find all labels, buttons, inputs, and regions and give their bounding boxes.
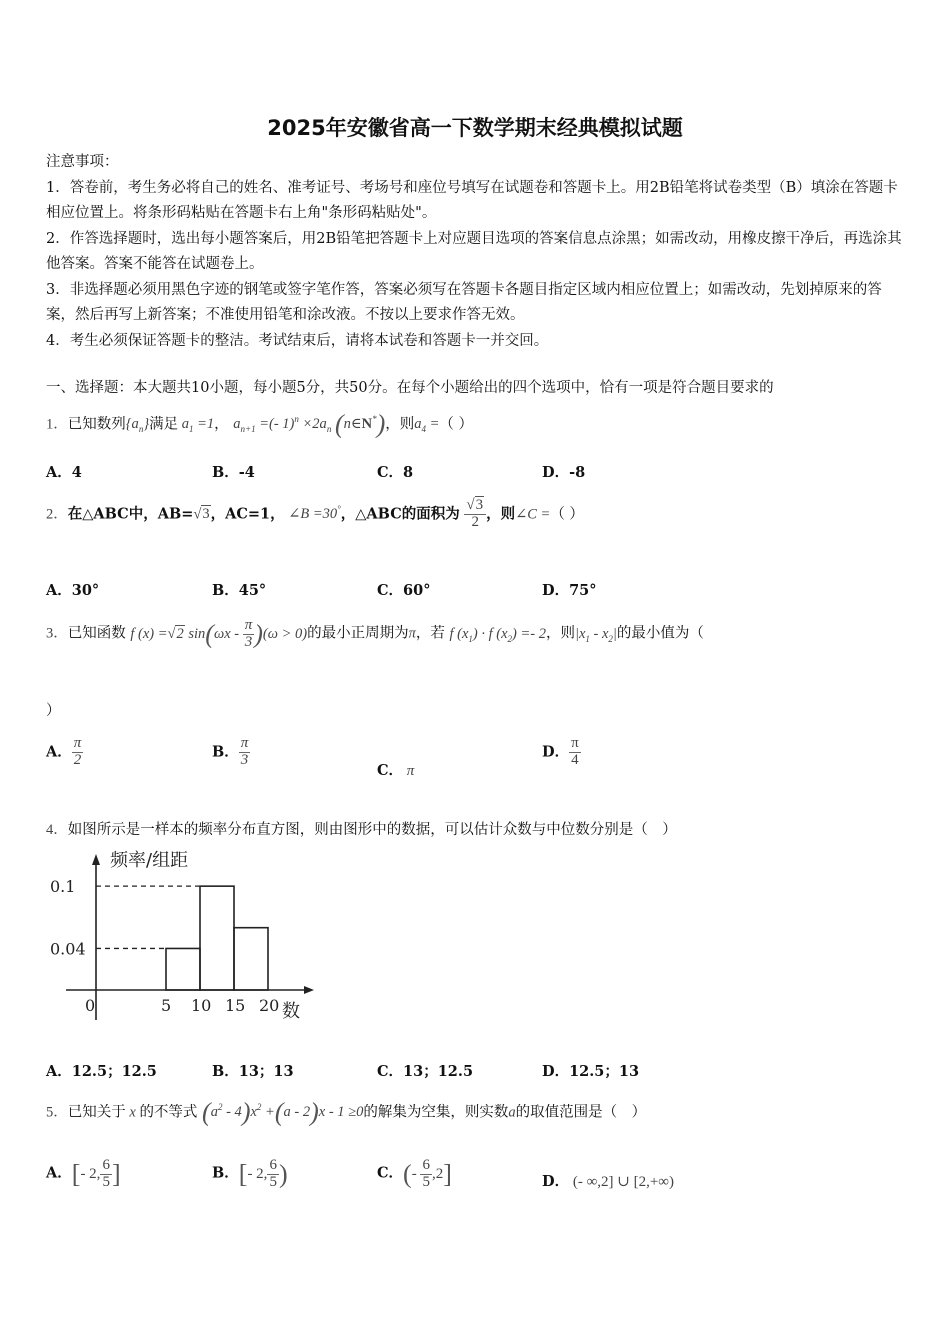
q4-number: 4． — [46, 822, 68, 838]
y-axis-arrow — [92, 854, 100, 865]
question-5: 5．已知关于 x 的不等式 $(a^2 - 4)x^2 +(a - 2)x - 1 \ge 0$的解集为空集，则实数a的取值范围是（ ） — [46, 1098, 647, 1127]
q4-option-a[interactable]: A．12.5；12.5 — [46, 1063, 157, 1080]
q4-option-d[interactable]: D．12.5；13 — [542, 1063, 640, 1080]
q1-option-b[interactable]: B．-4 — [212, 464, 255, 481]
q2-formula-angle-c: ∠C = — [515, 506, 551, 523]
section-heading: 一、选择题：本大题共10小题，每小题5分，共50分。在每个小题给出的四个选项中，恰有一项是符合题目要求的 — [46, 380, 774, 396]
y-tick-label: 0.1 — [50, 877, 76, 897]
notice-item-2: 2．作答选择题时，选出每小题答案后，用2B铅笔把答题卡上对应题目选项的答案信息点涂黑；如需改动，用橡皮擦干净后，再选涂其他答案。答案不能答在试题卷上。 — [46, 230, 902, 272]
q4-option-b[interactable]: B．13；13 — [212, 1063, 294, 1080]
question-4: 4．如图所示是一样本的频率分布直方图，则由图形中的数据，可以估计众数与中位数分别是（ ） — [46, 822, 677, 838]
q5-formula-a: a — [508, 1104, 516, 1121]
notice-item-4: 4．考生必须保证答题卡的整洁。考试结束后，请将本试卷和答题卡一并交回。 — [46, 332, 549, 349]
q5-option-c[interactable]: C．(- $\frac{6}{5}$ ,2] — [377, 1157, 452, 1190]
q2-formula-angle-b: ∠B =30° — [284, 504, 341, 523]
frequency-histogram — [46, 845, 326, 1030]
q3-number: 3． — [46, 625, 68, 642]
q4-option-c[interactable]: C．13；12.5 — [377, 1063, 474, 1080]
q3-option-d-formula: $\frac{\pi}{4}$ — [571, 735, 579, 768]
q1-number: 1． — [46, 416, 68, 433]
q3-option-c[interactable]: C． π — [377, 762, 415, 779]
x-tick-label: 15 — [225, 996, 246, 1015]
q2-option-d[interactable]: D．75° — [542, 582, 597, 599]
histogram-bar-15-20 — [234, 928, 268, 990]
q5-option-b[interactable]: B．[- 2, $\frac{6}{5}$ ) — [212, 1157, 288, 1190]
y-tick-label: 0.04 — [50, 939, 86, 959]
q5-option-d-formula: (- ∞,2] ∪ [2,+∞) — [569, 1174, 674, 1190]
notice-item-1: 1．答卷前，考生务必将自己的姓名、准考证号、考场号和座位号填写在试题卷和答题卡上。用2B铅笔将试卷类型（B）填涂在答题卡相应位置上。将条形码粘贴在答题卡右上角"条形码粘贴处"。 — [46, 179, 898, 221]
q3-option-b-formula: $\frac{\pi}{3}$ — [240, 735, 249, 768]
q5-formula-inequality: $(a^2 - 4)x^2 +(a - 2)x - 1 \ge 0$ — [202, 1098, 364, 1127]
q3-option-b[interactable]: B． $\frac{\pi}{3}$ — [212, 735, 249, 768]
q3-option-a-formula: $\frac{\pi}{2}$ — [73, 735, 82, 768]
q3-option-d[interactable]: D． $\frac{\pi}{4}$ — [542, 735, 579, 768]
q1-formula-a1: $a_1 =1$ — [178, 416, 215, 435]
q5-option-d[interactable]: D． (- ∞,2] ∪ [2,+∞) — [542, 1173, 674, 1190]
y-axis-label: 频率/组距 — [110, 850, 189, 871]
notice-item-3: 3．非选择题必须用黑色字迹的钢笔或签字笔作答，答案必须写在答题卡各题目指定区域内相应位置上；如需改动，先划掉原来的答案，然后再写上新答案；不准使用铅笔和涂改液。不按以上要求作答无效。 — [46, 281, 882, 323]
q1-formula-a4: $a_4$ = — [414, 416, 440, 435]
q3-option-a[interactable]: A． $\frac{\pi}{2}$ — [46, 735, 82, 768]
q3-formula-product: f $(x_1) \cdot f$ $(x_2) =- 2$ — [449, 625, 546, 644]
x-tick-label: 5 — [161, 996, 172, 1015]
notice-heading: 注意事项： — [46, 154, 119, 170]
q3-formula-pi: π — [408, 625, 416, 642]
q1-option-d[interactable]: D．-8 — [542, 464, 586, 481]
histogram-bar-10-15 — [200, 886, 234, 990]
notice-section — [46, 150, 908, 354]
q2-number: 2． — [46, 506, 68, 523]
q5-option-a-formula: [- 2, $\frac{6}{5}$ ] — [71, 1157, 121, 1190]
q5-option-c-formula: (- $\frac{6}{5}$ ,2] — [403, 1157, 452, 1190]
q3-formula-function: f (x) =√2 sin(ωx - $\frac{\pi}{3}$ )(ω > 0) — [130, 617, 308, 650]
question-2: 2．在△ABC中，AB=√3，AC=1， ∠B =30°，△ABC的面积为 $\frac{√3}{2}$ ，则∠C =（ ） — [46, 497, 584, 530]
q1-option-a[interactable]: A．4 — [46, 464, 82, 481]
q2-formula-sqrt3: √3 — [193, 506, 210, 523]
q2-option-c[interactable]: C．60° — [377, 582, 431, 599]
question-1: 1．已知数列$\{a_n\}$满足 $a_1 =1$， $a_{n+1}$ =(- $1)^n \times 2a_n$ (n∈N*)，则$a_4$ =（ ） — [46, 410, 474, 439]
x-axis-arrow — [304, 986, 314, 994]
q2-option-a[interactable]: A．30° — [46, 582, 100, 599]
histogram-bar-5-10 — [166, 948, 200, 990]
question-3: 3．已知函数 f (x) =√2 sin(ωx - $\frac{\pi}{3}$ )(ω > 0)的最小正周期为π，若 f $(x_1) \cdot f$ $(x_2) =- 2$，则$|x_1 - x_2|$的最小值为（ — [46, 617, 704, 650]
x-axis-label: 数 — [282, 1001, 300, 1022]
q1-formula-sequence: $\{a_n\}$ — [125, 416, 150, 435]
x-tick-label: 10 — [191, 996, 212, 1015]
q5-number: 5． — [46, 1104, 68, 1121]
origin-label: 0 — [85, 996, 96, 1015]
q5-option-a[interactable]: A．[- 2, $\frac{6}{5}$ ] — [46, 1157, 121, 1190]
x-tick-label: 20 — [259, 996, 280, 1015]
q2-option-b[interactable]: B．45° — [212, 582, 267, 599]
page-title: 2025年安徽省高一下数学期末经典模拟试题 — [267, 116, 683, 140]
q1-formula-recurrence: $a_{n+1}$ =(- $1)^n \times 2a_n$ (n∈N*) — [233, 410, 386, 439]
q3-closing-paren: ） — [46, 703, 61, 719]
q3-option-c-formula: π — [403, 763, 415, 779]
q2-formula-area: $\frac{√3}{2}$ — [464, 498, 486, 531]
q3-formula-abs: $|x_1 - x_2|$ — [574, 625, 617, 644]
q1-option-c[interactable]: C．8 — [377, 464, 414, 481]
q5-formula-x: x — [125, 1104, 140, 1121]
q5-option-b-formula: [- 2, $\frac{6}{5}$ ) — [238, 1157, 288, 1190]
